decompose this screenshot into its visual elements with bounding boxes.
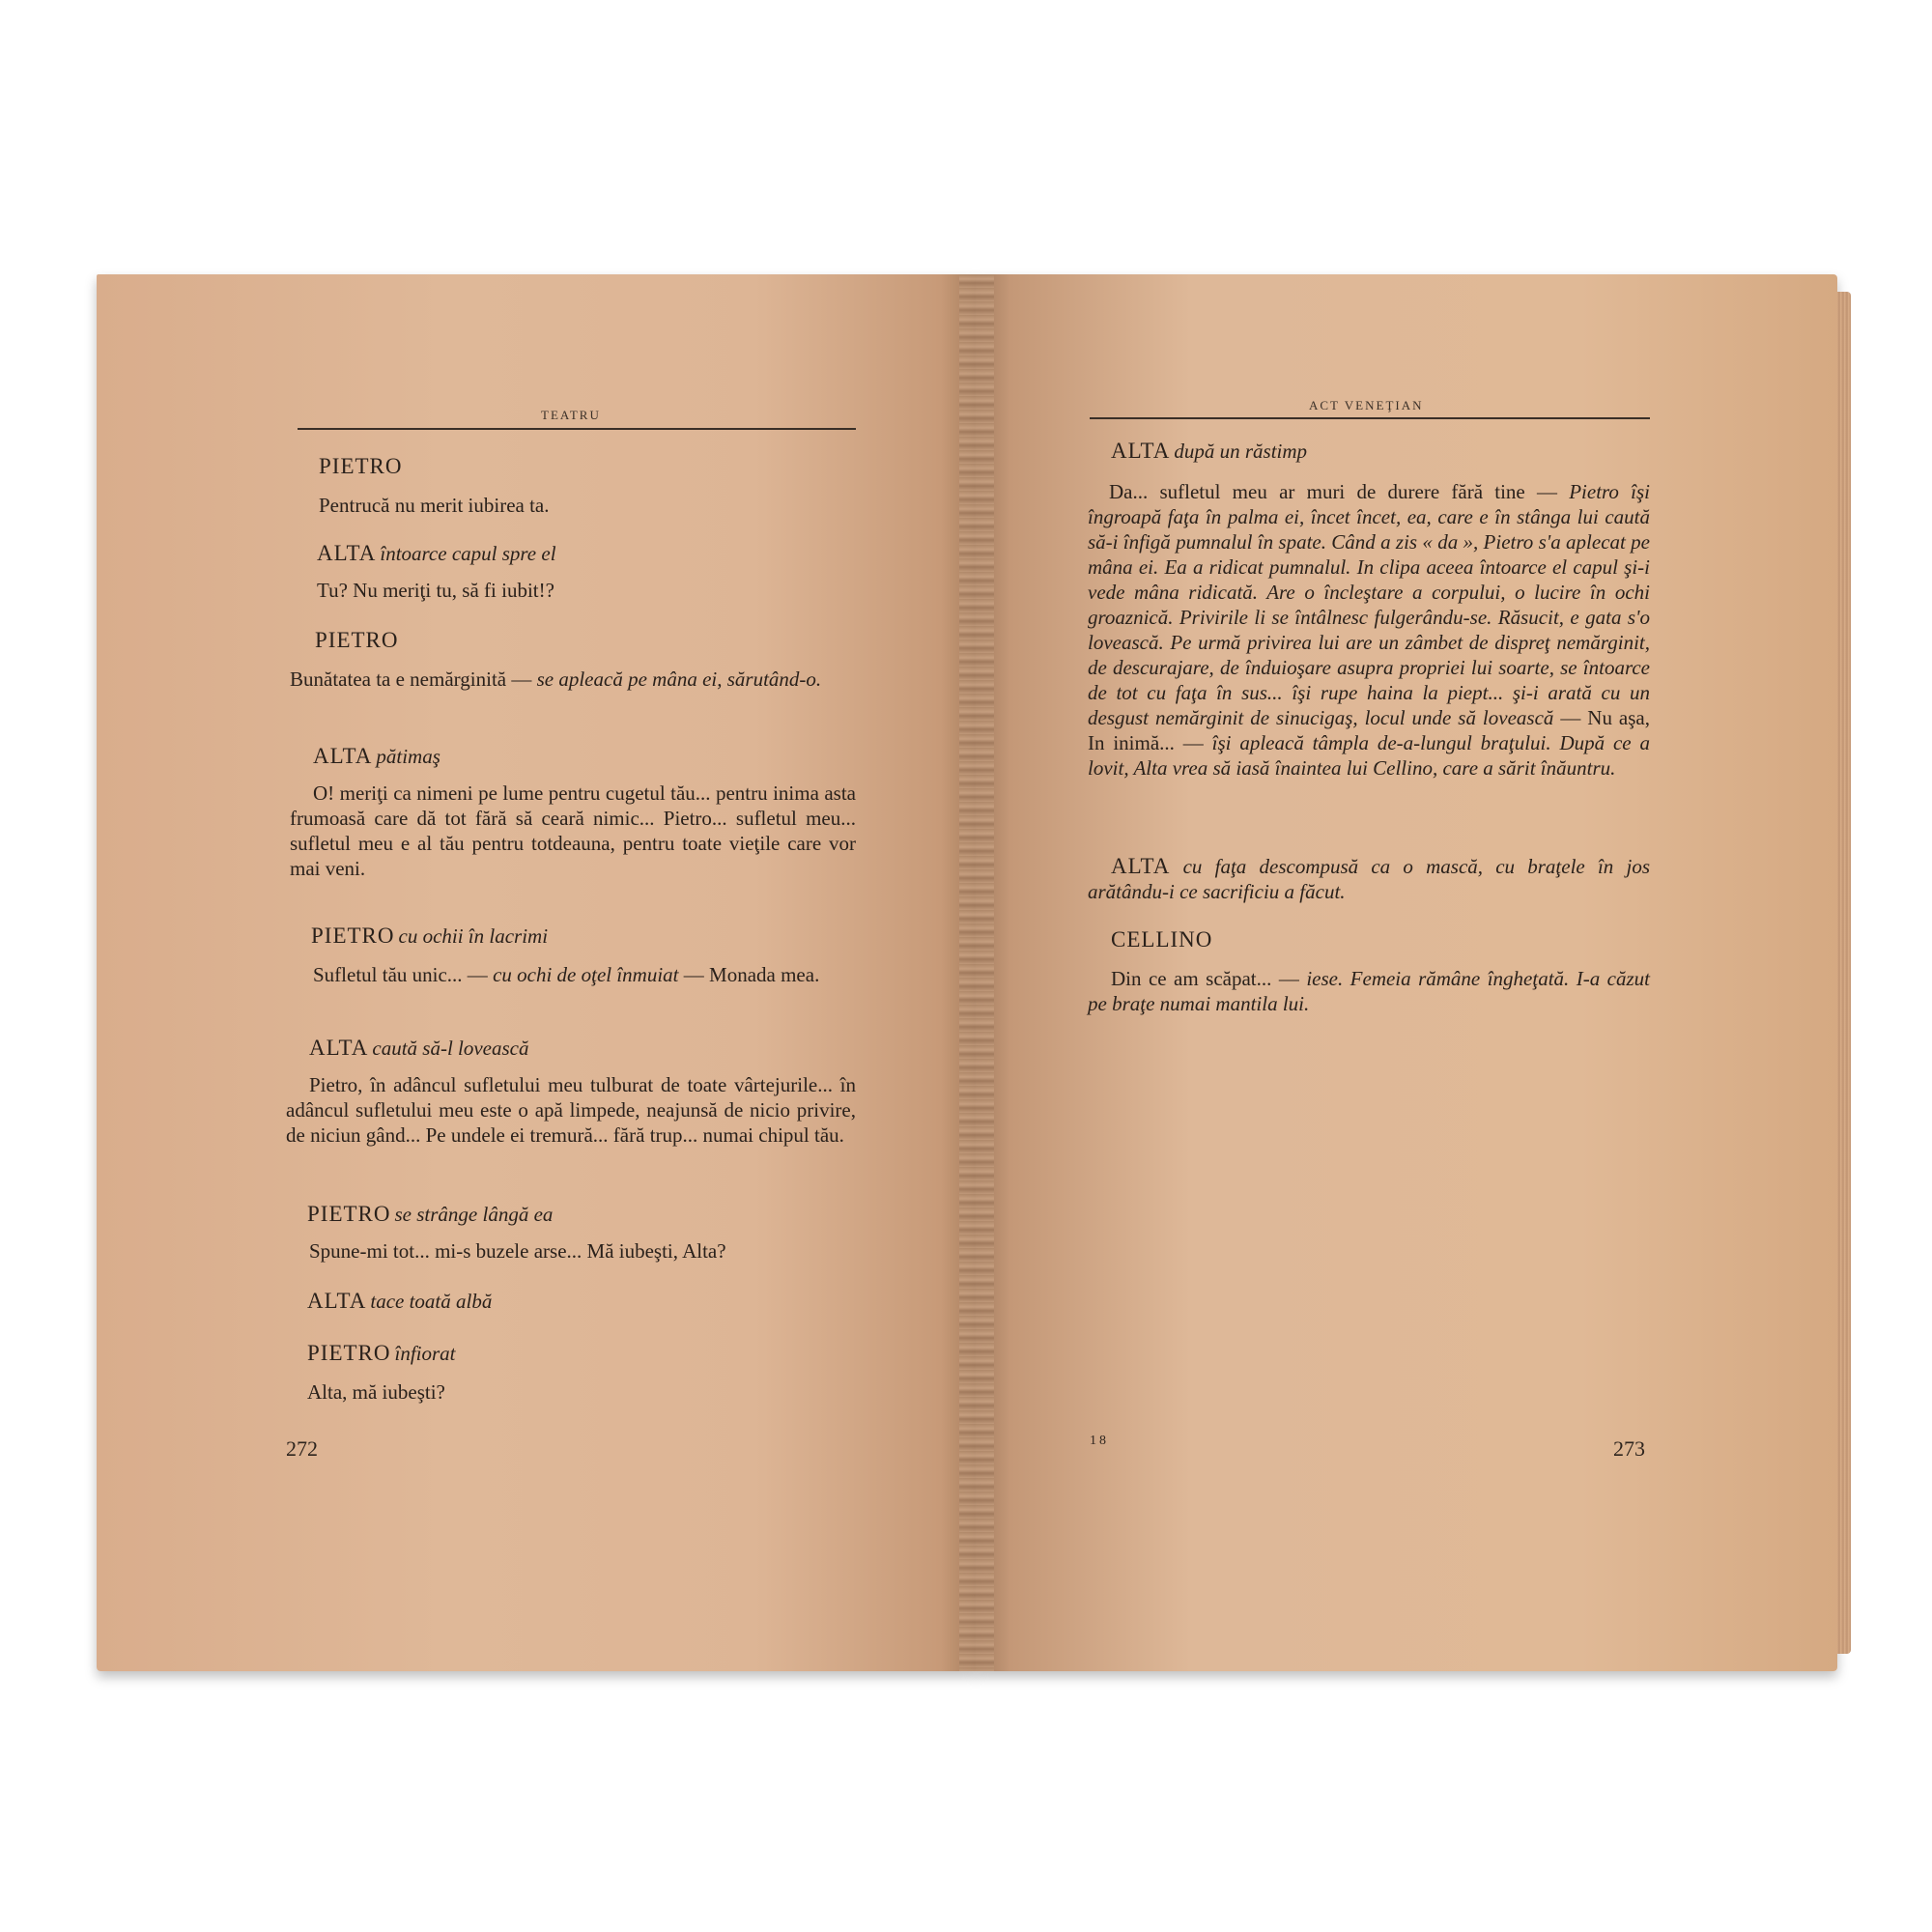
header-rule-right — [1090, 417, 1650, 419]
book-spine-gutter — [959, 274, 994, 1671]
running-head-left: TEATRU — [541, 408, 601, 422]
open-book — [97, 274, 1837, 1671]
right-page — [976, 274, 1837, 1671]
speaker-with-stage-direction: ALTA cu faţa descompusă ca o mască, cu braţele în jos arătându-i ce sacrificiu a făcut. — [1088, 854, 1650, 903]
dialogue-paragraph: Sufletul tău unic... — cu ochi de oţel înmuiat — Monada mea. — [313, 963, 820, 986]
speaker-with-stage-direction: ALTA pătimaş — [313, 744, 440, 768]
running-head-right: ACT VENEŢIAN — [1309, 398, 1424, 412]
speaker-name: PIETRO — [319, 454, 403, 478]
left-page — [97, 274, 976, 1671]
dialogue-paragraph: Pietro, în adâncul sufletului meu tulburat de toate vârtejurile... în adâncul sufletului meu este o apă limpede, neajunsă de nicio privire, de niciun gând... Pe undele ei tremură... fără trup... numai chipul tău. — [286, 1073, 856, 1147]
page-number-right: 273 — [1613, 1436, 1645, 1461]
dialogue-line: Alta, mă iubeşti? — [307, 1380, 445, 1404]
dialogue-line: Spune-mi tot... mi-s buzele arse... Mă iubeşti, Alta? — [309, 1239, 726, 1263]
speaker-name: CELLINO — [1111, 927, 1213, 952]
page-edges — [1837, 292, 1851, 1654]
speaker-with-stage-direction: PIETRO înfiorat — [307, 1341, 456, 1365]
speaker-with-stage-direction: ALTA întoarce capul spre el — [317, 541, 556, 565]
speaker-with-stage-direction: ALTA după un răstimp — [1111, 439, 1308, 463]
printer-signature-mark: 18 — [1090, 1434, 1109, 1448]
page-number-left: 272 — [286, 1436, 318, 1461]
speaker-name: PIETRO — [315, 628, 399, 652]
header-rule-left — [298, 428, 856, 430]
speaker-with-stage-direction: PIETRO cu ochii în lacrimi — [311, 923, 549, 948]
dialogue-line: Bunătatea ta e nemărginită — se apleacă pe mâna ei, sărutând-o. — [290, 668, 822, 691]
dialogue-line: Tu? Nu meriţi tu, să fi iubit!? — [317, 579, 554, 602]
speaker-with-stage-direction: ALTA tace toată albă — [307, 1289, 493, 1313]
dialogue-paragraph: Da... sufletul meu ar muri de durere fără tine — Pietro îşi îngroapă faţa în palma ei, încet încet, ea, care e în stânga lui caută să-i înfigă pumnalul în spate. Când a zis « da », Pietro s'a aplecat pe mâna ei. Ea a ridicat pumnalul. In clipa aceea întoarce el capul şi-i vede mâna ridicată. Are o încleştare a corpului, o lucire în ochi groaznică. Privirile li se întâlnesc fulgerându-se. Răsucit, e gata s'o lovească. Pe urmă privirea lui are un zâmbet de dispreţ nemărginit, de descurajare, de înduioşare asupra propriei lui soarte, se întoarce de tot cu faţa în sus... îşi rupe haina la piept... şi-i arată cu un desgust nemărginit de sinucigaş, locul unde să lovească — Nu aşa, In inimă... — îşi apleacă tâmpla de-a-lungul braţului. După ce a lovit, Alta vrea să iasă înaintea lui Cellino, care a sărit înăuntru. — [1088, 480, 1650, 780]
speaker-with-stage-direction: PIETRO se strânge lângă ea — [307, 1202, 554, 1226]
dialogue-paragraph: O! meriţi ca nimeni pe lume pentru cugetul tău... pentru inima asta frumoasă care dă tot fără să ceară nimic... Pietro... sufletul meu... sufletul meu e al tău pentru totdeauna, pentru toate vieţile care vor mai veni. — [290, 781, 856, 880]
speaker-with-stage-direction: ALTA caută să-l lovească — [309, 1036, 529, 1060]
dialogue-paragraph: Din ce am scăpat... — iese. Femeia rămâne îngheţată. I-a căzut pe braţe numai mantila lui. — [1088, 967, 1651, 1015]
dialogue-line: Pentrucă nu merit iubirea ta. — [319, 494, 550, 517]
